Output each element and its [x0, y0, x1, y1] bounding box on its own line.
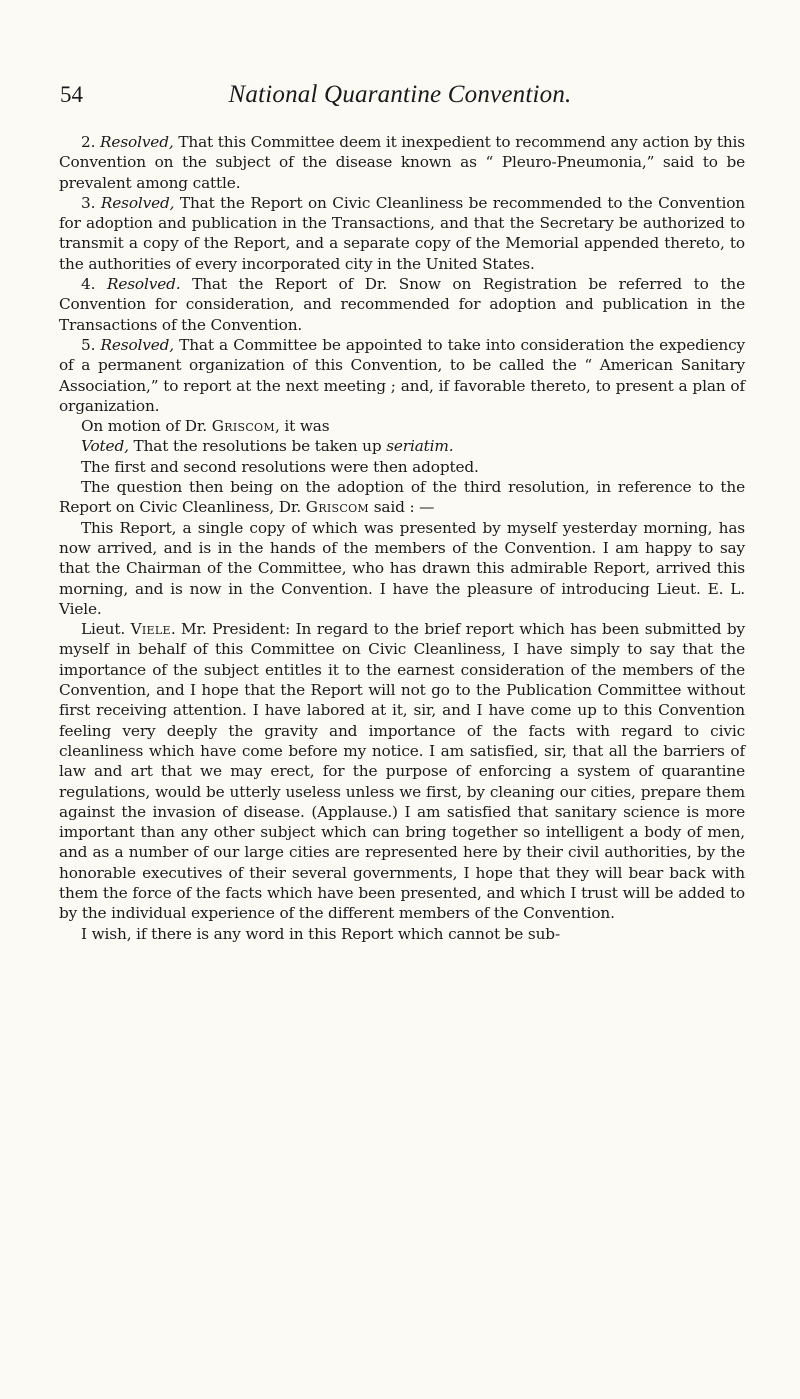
griscom-speech: This Report, a single copy of which was presented by myself yesterday morning, has now arrived, and is in the hands of the members of the Convention. I am happy to say that the Chairman of the Committee, who has drawn this admirable Report, arrived this morning, and is now in the Convention. I have the pleasure of introducing Lieut. E. L. Viele. [59, 518, 745, 618]
resolution-5: 5. Resolved, That a Committee be appointed to take into consideration the expediency of a permanent organization of this Convention, to be called the “ American Sanitary Association,” to report at the next meeting ; and, if favorable thereto, to present a plan of organization. [59, 335, 745, 415]
resolution-4: 4. Resolved. That the Report of Dr. Snow on Registration be referred to the Convention for consideration, and recommended for adoption and publication in the Transactions of the Convention. [59, 275, 745, 334]
voted-paragraph: Voted, That the resolutions be taken up seriatim. [81, 437, 454, 456]
page-number: 54 [60, 82, 83, 107]
page-header [60, 80, 740, 112]
final-line: I wish, if there is any word in this Report which cannot be sub- [81, 924, 560, 943]
motion-paragraph: On motion of Dr. Griscom, it was [81, 417, 330, 436]
adopted-paragraph: The first and second resolutions were then adopted. [81, 457, 479, 476]
resolution-3: 3. Resolved, That the Report on Civic Cleanliness be recommended to the Convention for adoption and publication in the Transactions, and that the Secretary be authorized to transmit a copy of the Report, and a separate copy of the Memorial appended thereto, to the authorities of every incorporated city in the United States. [59, 193, 745, 273]
question-paragraph: The question then being on the adoption of the third resolution, in reference to the Report on Civic Cleanliness, Dr. Griscom said : — [59, 478, 745, 517]
resolution-2: 2. Resolved, That this Committee deem it inexpedient to recommend any action by this Convention on the subject of the disease known as “ Pleuro-Pneumonia,” said to be prevalent among cattle. [59, 133, 745, 192]
viele-speech: Lieut. Viele. Mr. President: In regard to the brief report which has been submitted by myself in behalf of this Committee on Civic Cleanliness, I have simply to say that the importance of the subject entitles it to the earnest consideration of the members of the Convention, and I hope that the Report will not go to the Publication Committee without first receiving attention. I have labored at it, sir, and I have come up to this Convention feeling very deeply the gravity and importance of the facts with regard to civic cleanliness which have come before my notice. I am satisfied, sir, that all the barriers of law and art that we may erect, for the purpose of enforcing a system of quarantine regulations, would be utterly useless unless we first, by cleaning our cities, prepare them against the invasion of disease. (Applause.) I am satisfied that sanitary science is more important than any other subject which can bring together so intelligent a body of men, and as a number of our large cities are represented here by their civil authorities, by the honorable executives of their several governments, I hope that they will bear back with them the force of the facts which have been presented, and which I trust will be added to by the individual experience of the different members of the Convention. [59, 620, 745, 923]
running-head: National Quarantine Convention. [228, 81, 572, 108]
body-text [59, 132, 745, 944]
